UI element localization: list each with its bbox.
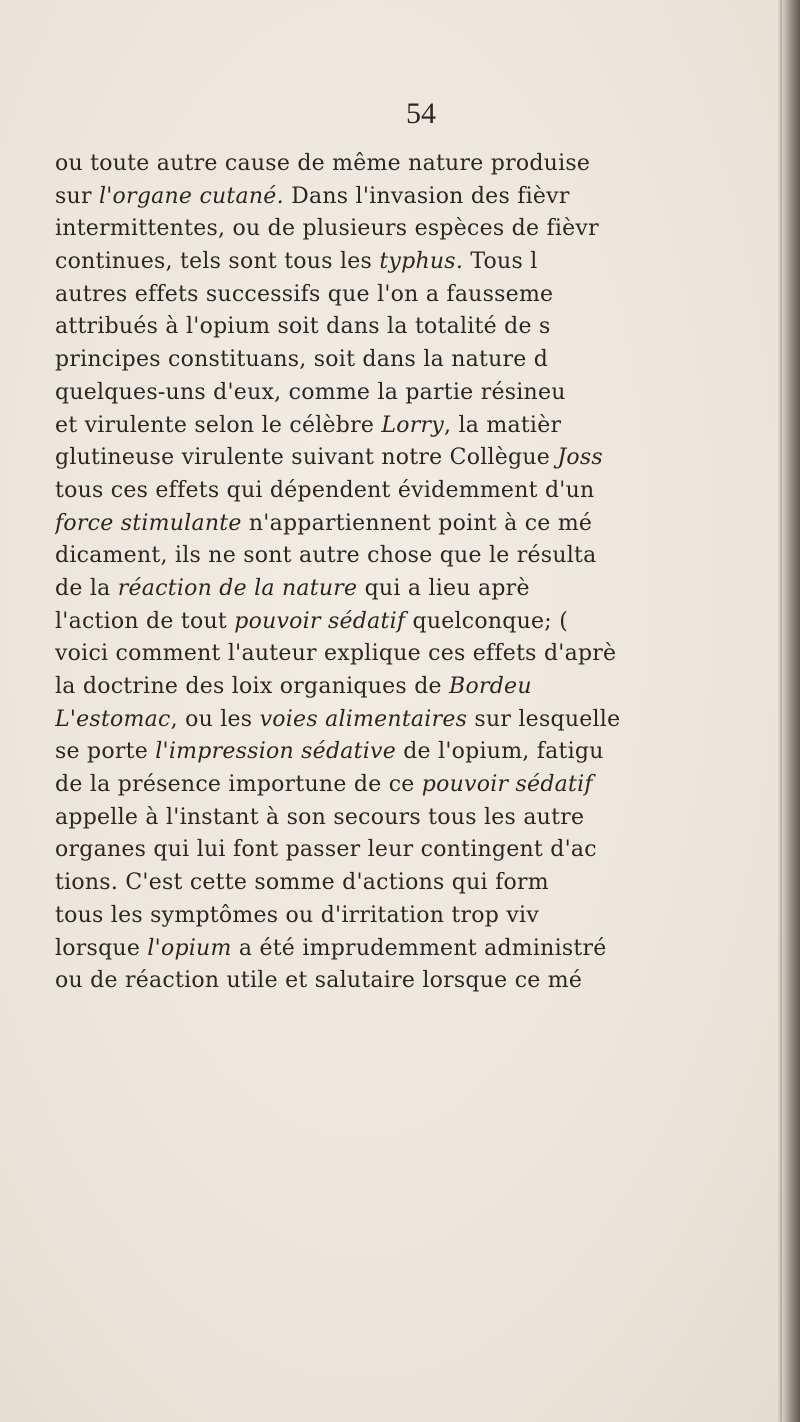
text-segment: , ou les: [170, 706, 260, 732]
italic-text-segment: force stimulante: [55, 510, 242, 536]
text-segment: Dans l'invasion des fièvr: [283, 183, 570, 209]
text-segment: ou toute autre cause de même nature produise: [55, 151, 591, 176]
text-line: [55, 769, 779, 802]
text-segment: n'appartiennent point à ce mé: [241, 510, 593, 536]
text-segment: dicament, ils ne sont autre chose que le résulta: [55, 543, 597, 569]
page-gutter: [782, 0, 800, 1422]
text-segment: organes qui lui font passer leur contingent d'ac: [55, 837, 597, 863]
text-line: [55, 933, 779, 966]
text-line: [55, 377, 779, 410]
text-line: [55, 704, 779, 737]
text-line: [55, 736, 779, 769]
text-segment: a été imprudemment administré: [231, 935, 607, 961]
text-segment: principes constituans, soit dans la nature d: [55, 347, 549, 373]
text-segment: sur lesquelle: [467, 706, 621, 732]
text-segment: de l'opium, fatigu: [395, 739, 604, 765]
text-segment: intermittentes, ou de plusieurs espèces de fièvr: [55, 216, 599, 242]
text-segment: lorsque: [55, 935, 148, 961]
page-number: 54: [406, 97, 436, 130]
text-segment: tous les symptômes ou d'irritation trop viv: [55, 902, 539, 928]
text-line: [55, 181, 779, 214]
text-line: [55, 802, 779, 835]
text-line: [55, 573, 779, 606]
text-line: [55, 475, 779, 508]
text-line: [55, 344, 779, 377]
italic-text-segment: Joss: [557, 445, 603, 471]
text-segment: glutineuse virulente suivant notre Collègue: [55, 445, 558, 471]
text-line: [55, 508, 779, 541]
text-segment: continues, tels sont tous les: [55, 249, 380, 275]
text-line: [55, 213, 779, 246]
text-segment: tous ces effets qui dépendent évidemment d'un: [55, 477, 595, 503]
text-segment: de la présence importune de ce: [55, 772, 422, 798]
text-segment: Tous l: [463, 249, 538, 275]
body-text: [55, 148, 779, 998]
text-segment: tions. C'est cette somme d'actions qui form: [55, 870, 549, 896]
text-line: [55, 279, 779, 312]
italic-text-segment: l'impression sédative: [155, 739, 396, 765]
text-segment: , la matièr: [443, 412, 562, 438]
italic-text-segment: pouvoir sédatif: [234, 608, 406, 634]
text-line: [55, 540, 779, 573]
text-line: [55, 834, 779, 867]
text-segment: la doctrine des loix organiques de: [55, 674, 450, 699]
text-line: [55, 671, 779, 704]
text-line: [55, 442, 779, 475]
italic-text-segment: L'estomac: [55, 706, 171, 732]
italic-text-segment: Lorry: [381, 412, 444, 438]
text-line: [55, 311, 779, 344]
text-segment: quelques-uns d'eux, comme la partie résineu: [55, 379, 566, 405]
text-line: [55, 148, 779, 181]
italic-text-segment: voies alimentaires: [259, 706, 468, 732]
text-segment: ou de réaction utile et salutaire lorsque ce mé: [55, 968, 583, 994]
text-segment: voici comment l'auteur explique ces effets d'aprè: [55, 641, 617, 667]
italic-text-segment: pouvoir sédatif: [421, 772, 593, 798]
text-segment: et virulente selon le célèbre: [55, 412, 382, 438]
text-segment: quelconque; (: [405, 608, 569, 634]
text-segment: sur: [55, 183, 99, 209]
text-segment: appelle à l'instant à son secours tous les autre: [55, 804, 585, 830]
text-line: [55, 246, 779, 279]
text-segment: se porte: [55, 739, 156, 765]
italic-text-segment: typhus.: [379, 249, 464, 275]
text-segment: autres effets successifs que l'on a fausseme: [55, 281, 554, 307]
text-segment: attribués à l'opium soit dans la totalité de s: [55, 314, 551, 340]
text-segment: qui a lieu aprè: [357, 575, 530, 601]
text-line: [55, 965, 779, 998]
text-segment: l'action de tout: [55, 608, 235, 634]
text-segment: de la: [55, 575, 118, 601]
italic-text-segment: Bordeu: [449, 674, 532, 699]
text-line: [55, 410, 779, 443]
italic-text-segment: l'opium: [147, 935, 232, 961]
italic-text-segment: l'organe cutané.: [98, 183, 284, 209]
text-line: [55, 867, 779, 900]
text-line: [55, 638, 779, 671]
text-line: [55, 900, 779, 933]
text-line: [55, 606, 779, 639]
italic-text-segment: réaction de la nature: [117, 575, 358, 601]
